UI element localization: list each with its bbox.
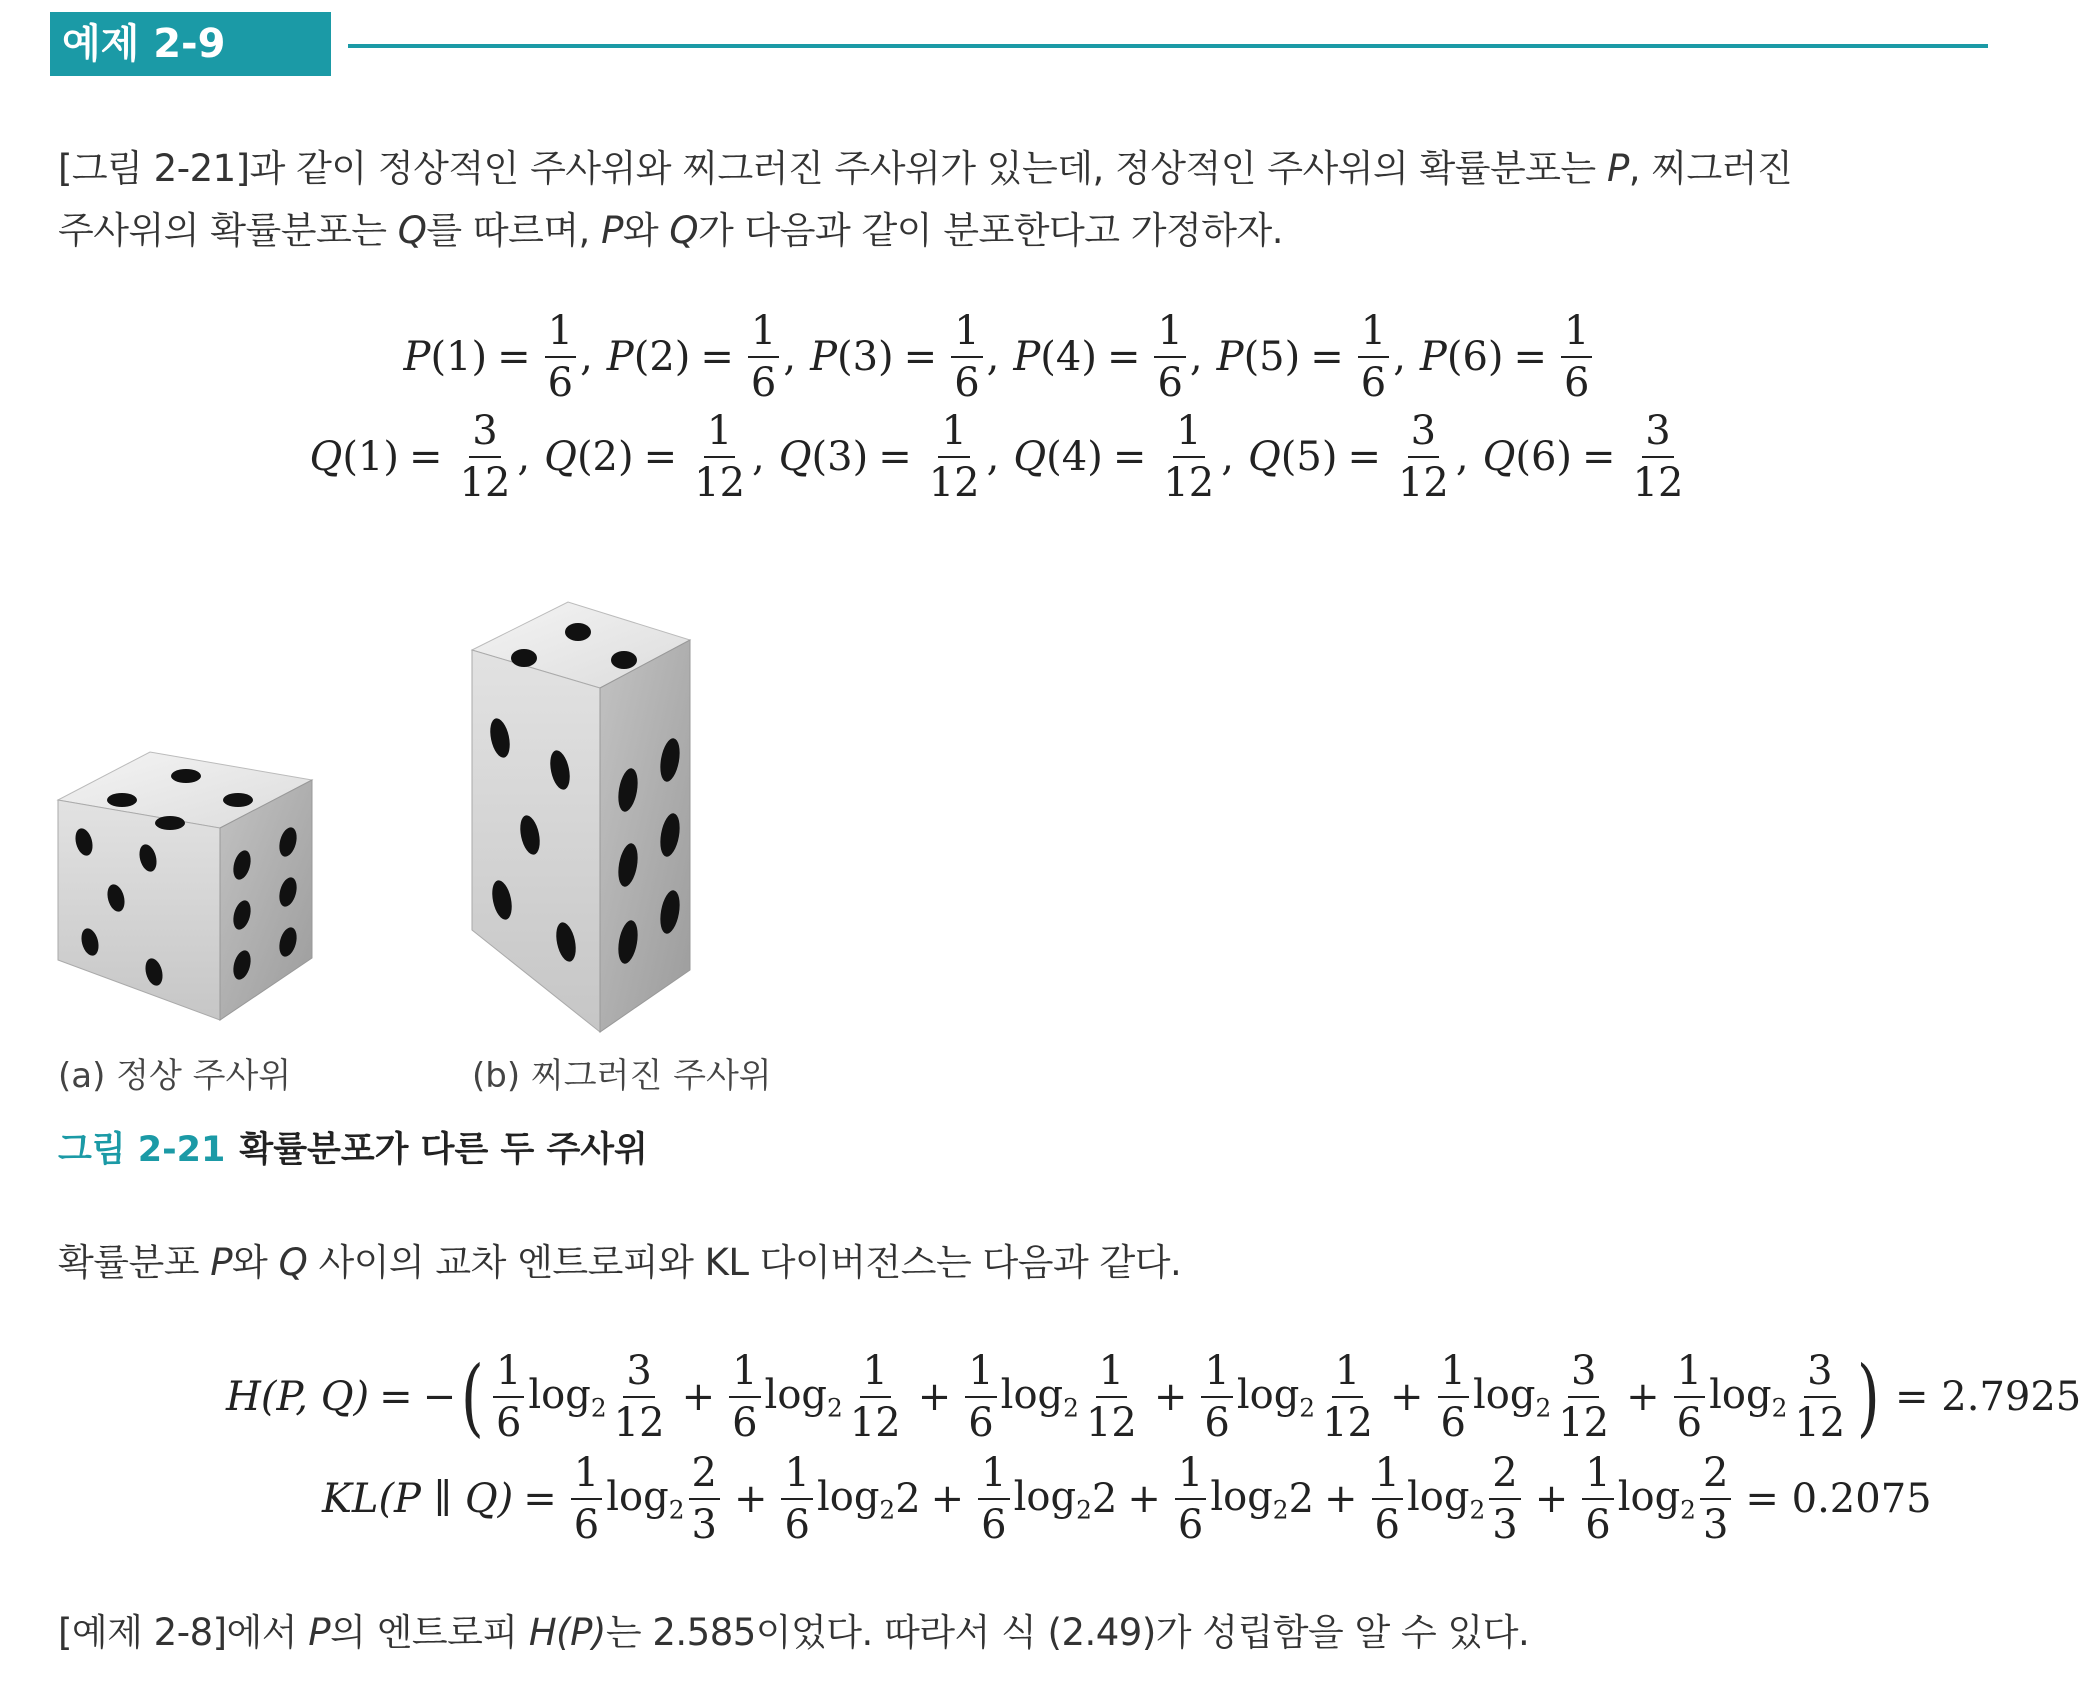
log-base: 2 [1299, 1393, 1316, 1423]
intro-text: 가 다음과 같이 분포한다고 가정하자. [698, 209, 1283, 252]
log-base: 2 [1771, 1393, 1788, 1423]
log-operator: $\log_2$ [606, 1473, 685, 1525]
function-arg: (1) [342, 434, 399, 480]
fraction-numerator: 1 [978, 1452, 1009, 1500]
comma: , [1189, 334, 1203, 380]
fraction-denominator: 6 [1157, 360, 1183, 406]
fraction [1154, 310, 1185, 404]
intro-text: [그림 2-21]과 같이 정상적인 주사위와 찌그러진 주사위가 있는데, 정상적인 주사위의 확률분포는 [58, 147, 1607, 190]
fraction-numerator: 1 [493, 1350, 524, 1398]
log-base: 2 [827, 1393, 843, 1423]
fraction-numerator: 1 [1154, 310, 1185, 358]
fraction-denominator: 6 [1374, 1502, 1400, 1548]
fraction [691, 410, 748, 504]
fraction-denominator: 6 [1564, 360, 1590, 406]
fraction-denominator: 12 [694, 460, 746, 506]
log-operator: $\log_2$ [1617, 1473, 1696, 1525]
fraction-numerator: 1 [1438, 1350, 1469, 1398]
function-name: Q [1482, 434, 1516, 480]
comma: , [783, 334, 797, 380]
log-operator: $\log_2$ [1472, 1371, 1552, 1423]
log-argument: 2 [1091, 1476, 1118, 1522]
equals-sign: = [903, 334, 938, 380]
plus-sign: + [1153, 1374, 1188, 1420]
dice-illustration [40, 620, 760, 1040]
function-name: P [1216, 334, 1244, 380]
fraction [1630, 410, 1687, 504]
function-arg: (4) [1046, 434, 1103, 480]
var-q: Q [397, 209, 427, 252]
final-text: 의 엔트로피 [330, 1611, 529, 1654]
fraction-numerator: 1 [1175, 1452, 1206, 1500]
normal-die [58, 752, 312, 1020]
equation-lhs: KL(P ∥ Q) [322, 1476, 514, 1522]
function-arg: (5) [1243, 334, 1301, 380]
fraction-denominator: 6 [981, 1502, 1007, 1548]
function-name: Q [1013, 434, 1047, 480]
fraction-numerator: 1 [1096, 1350, 1127, 1398]
figure-number: 그림 2-21 [58, 1130, 226, 1170]
fraction-denominator: 6 [954, 360, 980, 406]
log-base: 2 [1063, 1393, 1079, 1423]
final-text: 는 2.585이었다. 따라서 식 (2.49)가 성립함을 알 수 있다. [605, 1611, 1530, 1654]
fraction [978, 1452, 1009, 1546]
log-operator: $\log_2$ [528, 1371, 607, 1423]
fraction [689, 1452, 720, 1546]
header-rule [348, 44, 1988, 48]
equals-sign: = [700, 334, 734, 380]
fraction-numerator: 1 [1582, 1452, 1613, 1500]
log-operator: $\log_2$ [1013, 1473, 1092, 1525]
log-base: 2 [1076, 1495, 1092, 1525]
fraction-numerator: 1 [1173, 410, 1204, 458]
log-operator: $\log_2$ [764, 1371, 843, 1423]
function-name: Q [778, 434, 812, 480]
fraction [1582, 1452, 1613, 1546]
right-paren: ) [1857, 1348, 1881, 1446]
function-arg: (2) [633, 334, 691, 380]
plus-sign: + [681, 1374, 716, 1420]
fraction [611, 1350, 668, 1444]
fraction [965, 1350, 996, 1444]
fraction [1674, 1350, 1705, 1444]
comma: , [1455, 434, 1469, 480]
fraction-denominator: 12 [849, 1400, 901, 1446]
subcaption-b: (b) 찌그러진 주사위 [472, 1056, 772, 1096]
function-arg: (1) [430, 334, 488, 380]
log-argument: 2 [1288, 1476, 1315, 1522]
intro-text: , 찌그러진 [1628, 147, 1793, 190]
fraction-denominator: 12 [613, 1400, 665, 1446]
equals-sign: = [379, 1374, 413, 1420]
equals-sign: = [409, 434, 443, 480]
log-operator: $\log_2$ [1407, 1473, 1486, 1525]
comma: , [752, 434, 765, 480]
fraction-denominator: 12 [1163, 460, 1215, 506]
fraction-denominator: 6 [968, 1400, 994, 1446]
fraction-numerator: 2 [1700, 1452, 1731, 1500]
intro-line-2 [58, 200, 1283, 254]
fraction-numerator: 3 [469, 410, 500, 458]
intro-line-1 [58, 138, 1792, 192]
intro-text: 와 [622, 209, 670, 252]
fraction-numerator: 1 [860, 1350, 891, 1398]
equation-lhs: H(P, Q) [226, 1374, 370, 1420]
q-distribution [0, 410, 2000, 504]
fraction-numerator: 1 [1372, 1452, 1403, 1500]
function-name: Q [309, 434, 343, 480]
equals-sign: = [1112, 434, 1147, 480]
function-name: P [403, 334, 431, 380]
fraction-denominator: 6 [573, 1502, 600, 1548]
fraction-denominator: 12 [928, 460, 980, 506]
var-q: Q [669, 209, 699, 252]
fraction [951, 310, 982, 404]
var-p: P [210, 1241, 233, 1284]
equals-sign: = [878, 434, 912, 480]
equals-sign: = [1106, 334, 1141, 380]
fraction-numerator: 1 [1561, 310, 1592, 358]
equals-sign: = [1513, 334, 1548, 380]
fraction [457, 410, 514, 504]
fraction-numerator: 1 [1358, 310, 1389, 358]
plus-sign: + [917, 1374, 952, 1420]
fraction-denominator: 12 [459, 460, 511, 506]
fraction [1372, 1452, 1403, 1546]
function-name: P [810, 334, 837, 380]
fraction [1561, 310, 1592, 404]
equals-sign: = [1310, 334, 1344, 380]
figure-title: 확률분포가 다른 두 주사위 [239, 1130, 648, 1170]
fraction [1201, 1350, 1232, 1444]
log-base: 2 [590, 1393, 607, 1423]
fraction-numerator: 1 [781, 1452, 812, 1500]
function-arg: (6) [1446, 334, 1504, 380]
fraction-numerator: 1 [571, 1452, 602, 1500]
plus-sign: + [1324, 1476, 1358, 1522]
fraction-numerator: 3 [1408, 410, 1439, 458]
fraction-numerator: 3 [1804, 1350, 1835, 1398]
fraction-numerator: 1 [938, 410, 969, 458]
subcaption-a: (a) 정상 주사위 [58, 1056, 292, 1096]
plus-sign: + [1534, 1476, 1569, 1522]
comma: , [1221, 434, 1234, 480]
function-arg: (4) [1040, 334, 1097, 380]
fraction-numerator: 3 [1568, 1350, 1599, 1398]
fraction-numerator: 1 [1332, 1350, 1363, 1398]
fraction-numerator: 1 [951, 310, 982, 358]
fraction-numerator: 3 [1642, 410, 1673, 458]
log-base: 2 [879, 1495, 896, 1525]
fraction-denominator: 6 [1360, 360, 1387, 406]
fraction-denominator: 6 [1585, 1502, 1611, 1548]
fraction [1358, 310, 1389, 404]
fraction-numerator: 1 [965, 1350, 996, 1398]
fraction-numerator: 3 [623, 1350, 654, 1398]
entropy-hp: H(P) [528, 1611, 606, 1654]
log-operator: $\log_2$ [1236, 1371, 1316, 1423]
comma: , [517, 434, 531, 480]
fraction-denominator: 6 [750, 360, 777, 406]
fraction [1438, 1350, 1469, 1444]
fraction-numerator: 1 [748, 310, 779, 358]
fraction [1791, 1350, 1848, 1444]
fraction [781, 1452, 812, 1546]
log-base: 2 [1535, 1393, 1552, 1423]
fraction-denominator: 12 [1794, 1400, 1846, 1446]
fraction [571, 1452, 602, 1546]
plus-sign: + [1127, 1476, 1161, 1522]
fraction [926, 410, 983, 504]
minus-sign: − [422, 1374, 457, 1420]
var-q: Q [278, 1241, 308, 1284]
equals-sign: = [1347, 434, 1381, 480]
fraction-numerator: 2 [689, 1452, 720, 1500]
cross-entropy-equation [0, 1348, 2081, 1446]
fraction [1319, 1350, 1376, 1444]
figure-caption [58, 1122, 648, 1172]
fraction [1489, 1452, 1520, 1546]
kl-divergence-equation [0, 1452, 2000, 1546]
fraction [545, 310, 576, 404]
fraction-numerator: 1 [545, 310, 576, 358]
final-text: [예제 2-8]에서 [58, 1611, 309, 1654]
fraction-denominator: 6 [1440, 1400, 1466, 1446]
equals-sign: = [523, 1476, 557, 1522]
plus-sign: + [1389, 1374, 1424, 1420]
distorted-die [472, 602, 690, 1032]
function-arg: (6) [1515, 434, 1573, 480]
function-arg: (5) [1280, 434, 1338, 480]
log-operator: $\log_2$ [1210, 1473, 1289, 1525]
mid-text: 사이의 교차 엔트로피와 KL 다이버전스는 다음과 같다. [307, 1241, 1182, 1284]
mid-paragraph [58, 1232, 1181, 1286]
log-base: 2 [1272, 1495, 1289, 1525]
fraction-numerator: 1 [704, 410, 735, 458]
equals-sign: = [643, 434, 678, 480]
fraction-denominator: 12 [1322, 1400, 1373, 1446]
function-arg: (2) [576, 434, 634, 480]
left-paren: ( [461, 1348, 485, 1446]
fraction-denominator: 12 [1558, 1400, 1610, 1446]
fraction [493, 1350, 524, 1444]
final-paragraph [58, 1602, 1529, 1656]
fraction-denominator: 12 [1085, 1400, 1137, 1446]
fraction-denominator: 3 [1492, 1502, 1518, 1548]
equation-result: = 2.7925 [1895, 1374, 2081, 1420]
equals-sign: = [1582, 434, 1616, 480]
fraction [729, 1350, 760, 1444]
fraction-denominator: 3 [1702, 1502, 1729, 1548]
plus-sign: + [1626, 1374, 1660, 1420]
function-name: P [1013, 334, 1041, 380]
log-operator: $\log_2$ [1709, 1371, 1788, 1423]
fraction-denominator: 6 [1676, 1400, 1703, 1446]
plus-sign: + [733, 1476, 768, 1522]
equals-sign: = [497, 334, 531, 380]
var-p: P [601, 209, 623, 252]
fraction [1395, 410, 1452, 504]
fraction-denominator: 6 [495, 1400, 522, 1446]
example-label: 예제 2-9 [50, 12, 331, 76]
mid-text: 확률분포 [58, 1241, 211, 1284]
function-name: Q [1247, 434, 1281, 480]
log-base: 2 [1680, 1495, 1696, 1525]
fraction-denominator: 3 [691, 1502, 717, 1548]
fraction [1555, 1350, 1612, 1444]
fraction-denominator: 12 [1397, 460, 1449, 506]
var-p: P [308, 1611, 331, 1654]
fraction [1083, 1350, 1140, 1444]
var-p: P [1606, 147, 1629, 190]
fraction [1175, 1452, 1206, 1546]
equation-result: = 0.2075 [1745, 1476, 1932, 1522]
comma: , [1393, 334, 1406, 380]
fraction [1700, 1452, 1731, 1546]
log-base: 2 [1469, 1495, 1486, 1525]
function-name: Q [544, 434, 577, 480]
fraction-numerator: 1 [1674, 1350, 1705, 1398]
log-argument: 2 [895, 1476, 921, 1522]
comma: , [580, 334, 593, 380]
log-operator: $\log_2$ [1000, 1371, 1079, 1423]
log-operator: $\log_2$ [816, 1473, 896, 1525]
intro-text: 주사위의 확률분포는 [58, 209, 398, 252]
fraction-denominator: 6 [732, 1400, 758, 1446]
plus-sign: + [930, 1476, 965, 1522]
fraction-numerator: 1 [1201, 1350, 1232, 1398]
fraction-denominator: 12 [1632, 460, 1684, 506]
comma: , [986, 434, 1000, 480]
fraction-denominator: 6 [1204, 1400, 1230, 1446]
fraction-numerator: 2 [1489, 1452, 1520, 1500]
fraction-denominator: 6 [547, 360, 574, 406]
function-arg: (3) [811, 434, 869, 480]
function-name: P [1419, 334, 1447, 380]
intro-text: 를 따르며, [426, 209, 602, 252]
function-arg: (3) [837, 334, 894, 380]
fraction [847, 1350, 904, 1444]
comma: , [986, 334, 1000, 380]
fraction [748, 310, 779, 404]
fraction [1160, 410, 1217, 504]
mid-text: 와 [232, 1241, 279, 1284]
fraction-denominator: 6 [1177, 1502, 1204, 1548]
log-base: 2 [668, 1495, 685, 1525]
fraction-numerator: 1 [729, 1350, 760, 1398]
fraction-denominator: 6 [784, 1502, 810, 1548]
p-distribution [0, 310, 2000, 404]
function-name: P [606, 334, 634, 380]
